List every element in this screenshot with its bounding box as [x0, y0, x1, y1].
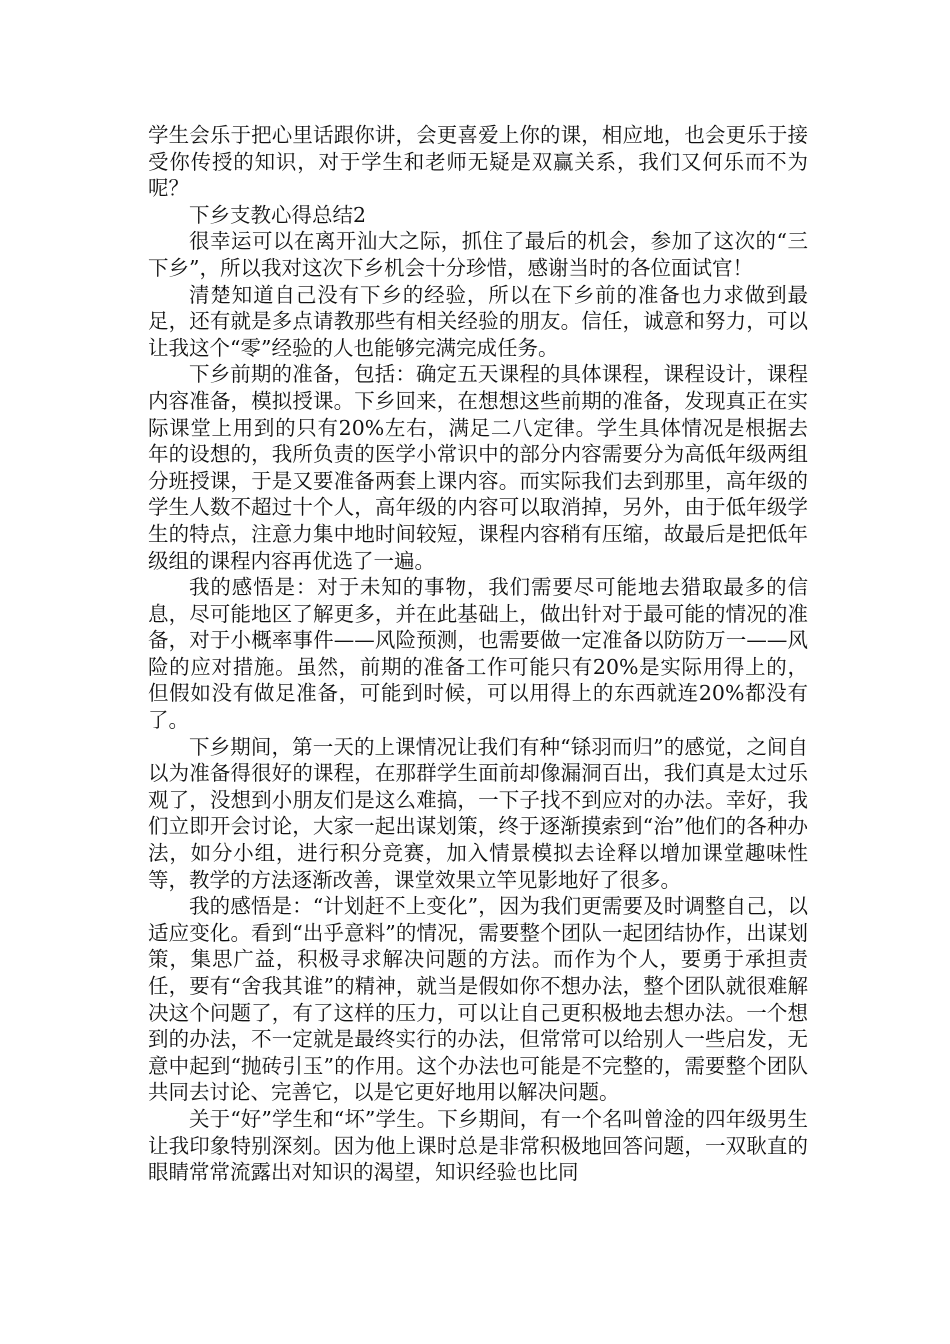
- paragraph: 关于“好”学生和“坏”学生。下乡期间，有一个名叫曾淦的四年级男生让我印象特别深刻。因为他上课时总是非常积极地回答问题，一双耿直的眼睛常常流露出对知识的渴望，知识经验也比同: [148, 1106, 808, 1185]
- paragraph: 很幸运可以在离开汕大之际，抓住了最后的机会，参加了这次的“三下乡”，所以我对这次下乡机会十分珍惜，感谢当时的各位面试官！: [148, 229, 808, 280]
- paragraph-continuation: 学生会乐于把心里话跟你讲，会更喜爱上你的课，相应地，也会更乐于接受你传授的知识，对于学生和老师无疑是双赢关系，我们又何乐而不为呢？: [148, 123, 808, 201]
- document-body: [148, 122, 808, 1186]
- paragraph: 我的感悟是：“计划赶不上变化”，因为我们更需要及时调整自己，以适应变化。看到“出乎意料”的情况，需要整个团队一起团结协作，出谋划策，集思广益，积极寻求解决问题的方法。而作为个人，要勇于承担责任，要有“舍我其谁”的精神，就当是假如你不想办法，整个团队就很难解决这个问题了，有了这样的压力，可以让自己更积极地去想办法。一个想到的办法，不一定就是最终实行的办法，但常常可以给别人一些启发，无意中起到“抛砖引玉”的作用。这个办法也可能是不完整的，需要整个团队共同去讨论、完善它，以是它更好地用以解决问题。: [148, 894, 808, 1105]
- paragraph: 下乡期间，第一天的上课情况让我们有种“铩羽而归”的感觉，之间自以为准备得很好的课程，在那群学生面前却像漏洞百出，我们真是太过乐观了，没想到小朋友们是这么难搞，一下子找不到应对的办法。幸好，我们立即开会讨论，大家一起出谋划策，终于逐渐摸索到“治”他们的各种办法，如分小组，进行积分竞赛，加入情景模拟去诠释以增加课堂趣味性等，教学的方法逐渐改善，课堂效果立竿见影地好了很多。: [148, 734, 808, 892]
- section-heading: 下乡支教心得总结2: [189, 202, 367, 227]
- paragraph: 清楚知道自己没有下乡的经验，所以在下乡前的准备也力求做到最足，还有就是多点请教那些有相关经验的朋友。信任，诚意和努力，可以让我这个“零”经验的人也能够完满完成任务。: [148, 282, 808, 360]
- paragraph: 我的感悟是：对于未知的事物，我们需要尽可能地去猎取最多的信息，尽可能地区了解更多，并在此基础上，做出针对于最可能的情况的准备，对于小概率事件——风险预测，也需要做一定准备以防防万一——风险的应对措施。虽然，前期的准备工作可能只有20%是实际用得上的，但假如没有做足准备，可能到时候，可以用得上的东西就连20%都没有了。: [148, 575, 808, 733]
- paragraph: 下乡前期的准备，包括：确定五天课程的具体课程，课程设计，课程内容准备，模拟授课。下乡回来，在想想这些前期的准备，发现真正在实际课堂上用到的只有20%左右，满足二八定律。学生具体情况是根据去年的设想的，我所负责的医学小常识中的部分内容需要分为高低年级两组分班授课，于是又要准备两套上课内容。而实际我们去到那里，高年级的学生人数不超过十个人，高年级的内容可以取消掉，另外，由于低年级学生的特点，注意力集中地时间较短，课程内容稍有压缩，故最后是把低年级组的课程内容再优选了一遍。: [148, 362, 808, 573]
